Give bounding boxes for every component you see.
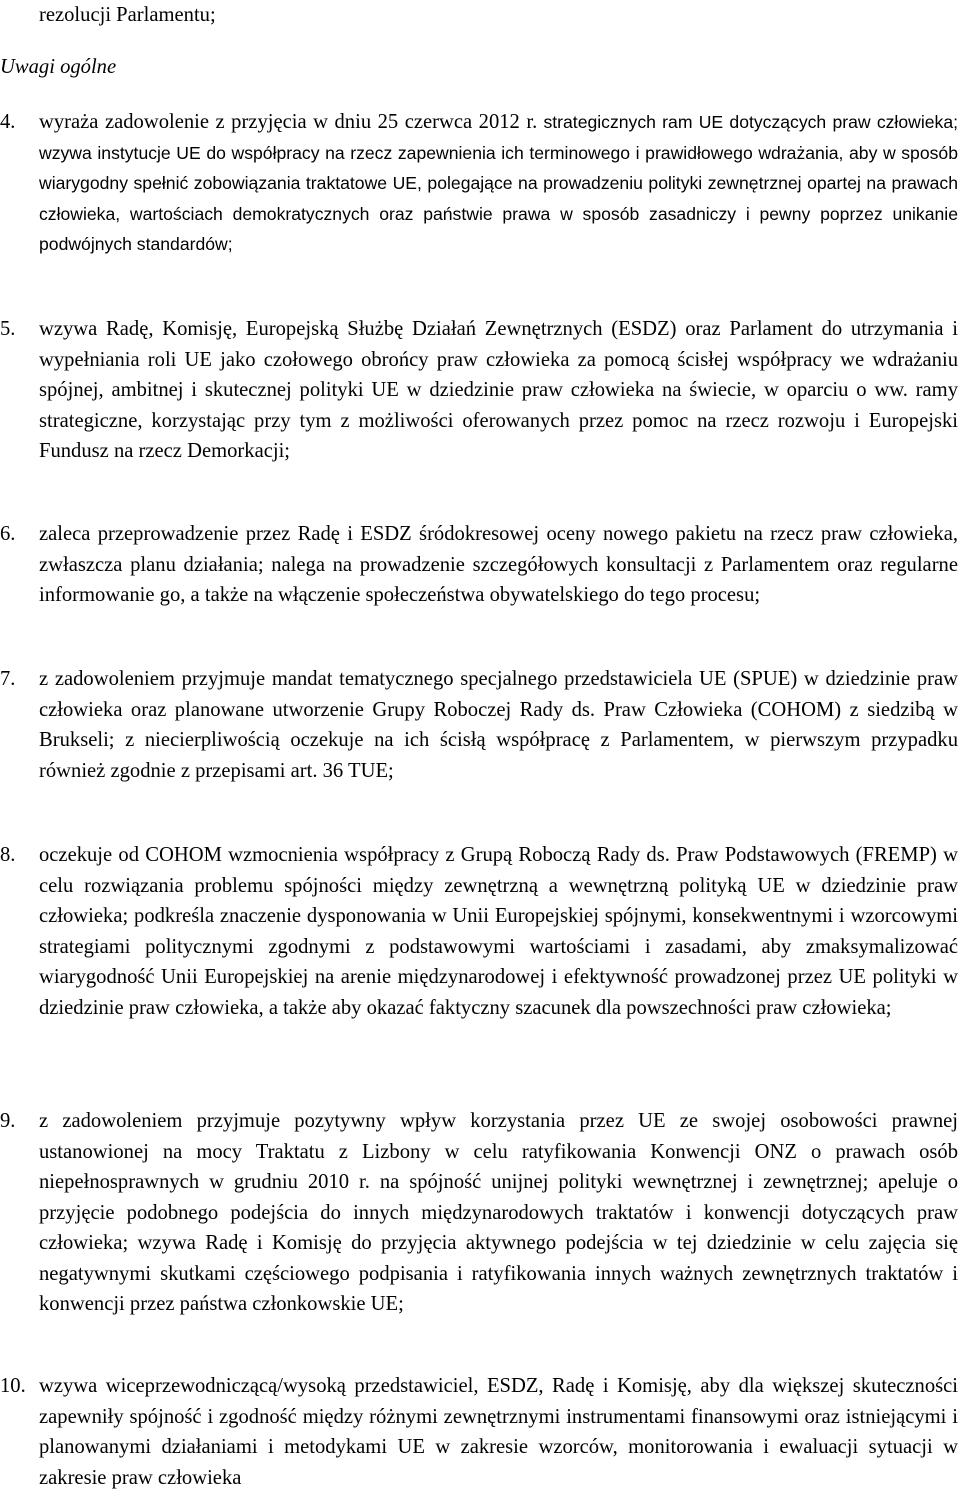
item-number: 4. — [0, 111, 16, 133]
item-text: wzywa wiceprzewodniczącą/wysoką przedstawiciel, ESDZ, Radę i Komisję, aby dla większej skuteczności zapewniły spójność i zgodność między różnymi zewnętrznymi instrumentami finansowymi oraz istniejącymi i planowanymi działaniami i metodykami UE w zakresie wzorców, monitorowania i ewaluacji sytuacji w zakresie praw człowieka — [39, 1375, 958, 1489]
item-text: z zadowoleniem przyjmuje mandat tematycznego specjalnego przedstawiciela UE (SPUE) w dziedzinie praw człowieka oraz planowane utworzenie Grupy Roboczej Rady ds. Praw Człowieka (COHOM) z siedzibą w Brukseli; z niecierpliwością oczekuje na ich ścisłą współpracę z Parlamentem, w pierwszym przypadku również zgodnie z przepisami art. 36 TUE; — [39, 668, 958, 782]
list-item-6 — [0, 519, 958, 611]
item-number: 7. — [0, 668, 16, 690]
section-heading: Uwagi ogólne — [0, 56, 117, 78]
list-item-8 — [0, 840, 958, 1023]
item-text-part-serif: wyraża zadowolenie z przyjęcia w dniu 25 czerwca 2012 r. — [39, 111, 538, 133]
item-number: 8. — [0, 844, 16, 866]
list-item-4 — [0, 107, 958, 260]
item-text: z zadowoleniem przyjmuje pozytywny wpływ korzystania przez UE ze swojej osobowości prawnej ustanowionej na mocy Traktatu z Lizbony w celu ratyfikowania Konwencji ONZ o prawach osób niepełnosprawnych w grudniu 2010 r. na spójność unijnej polityki wewnętrznej i zewnętrznej; apeluje o przyjęcie podobnego podejścia do innych międzynarodowych traktatów i konwencji dotyczących praw człowieka; wzywa Radę i Komisję do przyjęcia aktywnego podejścia w tej dziedzinie w celu zajęcia się negatywnymi skutkami częściowego podpisania i ratyfikowania innych ważnych zewnętrznych traktatów i konwencji przez państwa członkowskie UE; — [39, 1110, 958, 1315]
intro-line: rezolucji Parlamentu; — [39, 4, 216, 26]
list-item-9 — [0, 1106, 958, 1320]
item-text: wzywa Radę, Komisję, Europejską Służbę Działań Zewnętrznych (ESDZ) oraz Parlament do utrzymania i wypełniania roli UE jako czołowego obrońcy praw człowieka za pomocą ścisłej współpracy we wdrażaniu spójnej, ambitnej i skutecznej polityki UE w dziedzinie praw człowieka na świecie, w oparciu o ww. ramy strategiczne, korzystając przy tym z możliwości oferowanych przez pomoc na rzecz rozwoju i Europejski Fundusz na rzecz Demorkacji; — [39, 318, 958, 462]
list-item-10 — [0, 1371, 958, 1493]
list-item-5 — [0, 314, 958, 467]
item-number: 6. — [0, 523, 16, 545]
item-number: 5. — [0, 318, 16, 340]
item-text-part-sans: strategicznych ram UE dotyczących praw człowieka; wzywa instytucje UE do współpracy na rzecz zapewnienia ich terminowego i prawidłowego wdrażania, aby w sposób wiarygodny spełnić zobowiązania traktatowe UE, polegające na prowadzeniu polityki zewnętrznej opartej na prawach człowieka, wartościach demokratycznych oraz państwie prawa w sposób zasadniczy i pewny poprzez unikanie podwójnych standardów; — [39, 112, 958, 254]
item-text: zaleca przeprowadzenie przez Radę i ESDZ śródokresowej oceny nowego pakietu na rzecz praw człowieka, zwłaszcza planu działania; nalega na prowadzenie szczegółowych konsultacji z Parlamentem oraz regularne informowanie go, a także na włączenie społeczeństwa obywatelskiego do tego procesu; — [39, 523, 958, 606]
item-number: 9. — [0, 1110, 16, 1132]
list-item-7 — [0, 664, 958, 786]
item-text: oczekuje od COHOM wzmocnienia współpracy z Grupą Roboczą Rady ds. Praw Podstawowych (FREMP) w celu rozwiązania problemu spójności między zewnętrzną a wewnętrzną polityką UE w dziedzinie praw człowieka; podkreśla znaczenie dysponowania w Unii Europejskiej spójnymi, konsekwentnymi i wzorcowymi strategiami politycznymi zgodnymi z podstawowymi wartościami i zasadami, aby zmaksymalizować wiarygodność Unii Europejskiej na arenie międzynarodowej i efektywność prowadzonej przez UE polityki w dziedzinie praw człowieka, a także aby okazać faktyczny szacunek dla powszechności praw człowieka; — [39, 844, 958, 1019]
item-number: 10. — [0, 1375, 26, 1397]
item-text — [39, 107, 958, 260]
